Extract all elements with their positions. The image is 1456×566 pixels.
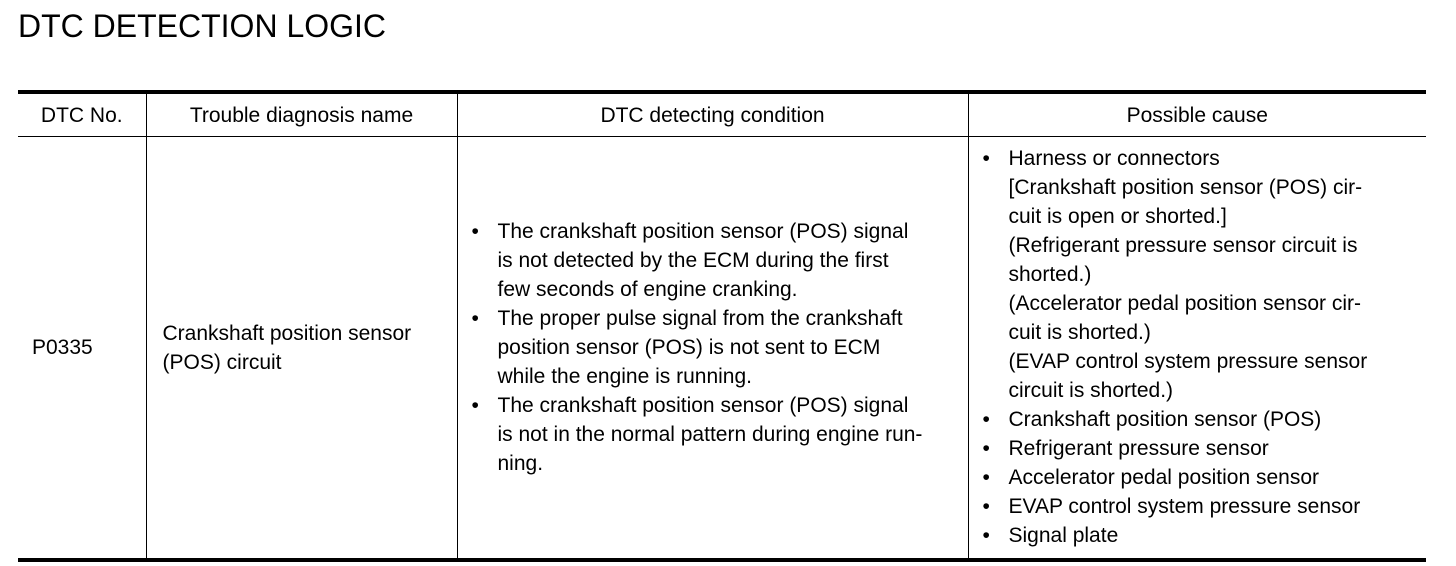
cause-item: • Refrigerant pressure sensor: [983, 434, 1421, 463]
diagnosis-name-line: Crankshaft position sensor: [162, 321, 412, 345]
cause-list: [983, 144, 1421, 173]
condition-line: ning.: [497, 452, 544, 475]
header-possible-cause: Possible cause: [968, 92, 1426, 137]
dtc-code: P0335: [32, 336, 93, 359]
cause-item: • Signal plate: [983, 521, 1421, 550]
condition-list: [472, 217, 962, 478]
diagnosis-name-cell: [146, 137, 457, 561]
dtc-code-cell: [18, 137, 146, 561]
cause-detail-line: [Crankshaft position sensor (POS) cir-: [1008, 176, 1363, 199]
possible-cause-cell: [968, 137, 1426, 561]
detecting-condition-cell: [457, 137, 968, 561]
condition-item: [472, 217, 962, 304]
cause-detail-line: shorted.): [1008, 263, 1092, 286]
condition-item: [472, 391, 962, 478]
cause-detail-line: (Refrigerant pressure sensor circuit is: [1008, 234, 1358, 257]
condition-line: position sensor (POS) is not sent to ECM: [497, 336, 881, 359]
page-title: DTC DETECTION LOGIC: [18, 8, 387, 44]
header-trouble-diagnosis-name: Trouble diagnosis name: [146, 92, 457, 137]
cause-item: • Harness or connectors: [983, 144, 1421, 173]
condition-line: few seconds of engine cranking.: [497, 278, 798, 301]
dtc-table: [18, 90, 1426, 562]
condition-line: while the engine is running.: [497, 365, 753, 388]
header-dtc-no: DTC No.: [18, 92, 146, 137]
condition-line: • The crankshaft position sensor (POS) signal: [497, 220, 909, 243]
condition-line: • The crankshaft position sensor (POS) signal: [497, 394, 909, 417]
condition-line: is not detected by the ECM during the first: [497, 249, 889, 272]
cause-detail-line: (Accelerator pedal position sensor cir-: [1008, 292, 1361, 315]
table-header-row: [18, 92, 1426, 137]
cause-item: • Accelerator pedal position sensor: [983, 463, 1421, 492]
cause-detail-line: cuit is open or shorted.]: [1008, 205, 1227, 228]
cause-list: [983, 405, 1421, 550]
cause-detail-line: cuit is shorted.): [1008, 321, 1151, 344]
cause-item: • Crankshaft position sensor (POS): [983, 405, 1421, 434]
condition-line: is not in the normal pattern during engine run-: [497, 423, 923, 446]
condition-line: • The proper pulse signal from the crankshaft: [497, 307, 903, 330]
diagnosis-name-line: (POS) circuit: [162, 350, 282, 374]
header-dtc-detecting-condition: DTC detecting condition: [457, 92, 968, 137]
cause-detail-line: circuit is shorted.): [1008, 379, 1174, 402]
cause-item: • EVAP control system pressure sensor: [983, 492, 1421, 521]
table-row: [18, 137, 1426, 561]
condition-item: [472, 304, 962, 391]
cause-detail-line: (EVAP control system pressure sensor: [1008, 350, 1368, 373]
